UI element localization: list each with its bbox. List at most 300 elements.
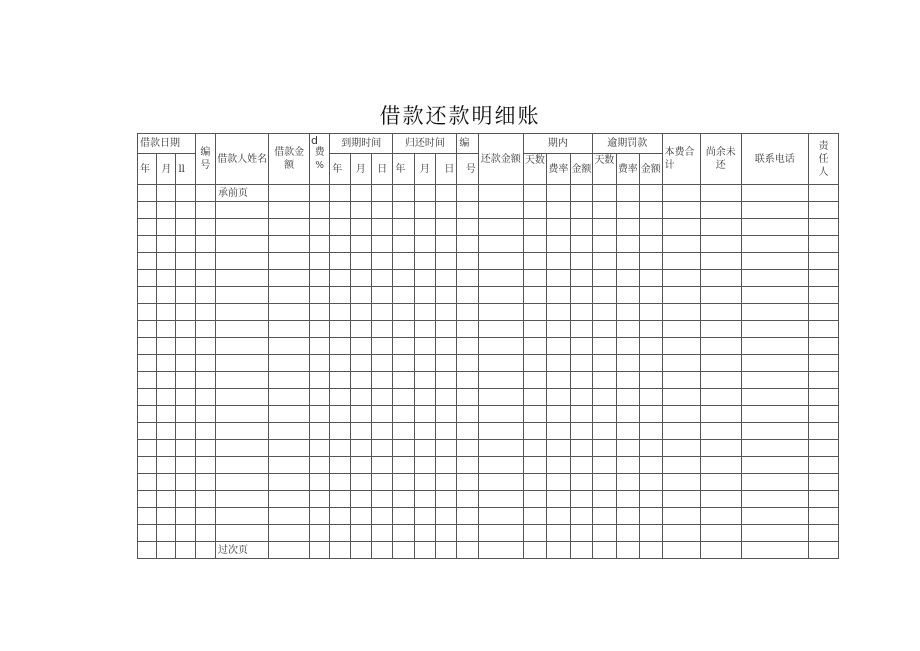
table-cell (309, 321, 329, 338)
table-cell (570, 338, 592, 355)
table-cell (371, 321, 392, 338)
table-cell (640, 542, 662, 559)
table-cell (371, 423, 392, 440)
table-cell (616, 253, 640, 270)
table-cell (570, 253, 592, 270)
table-cell (436, 287, 457, 304)
table-cell (176, 355, 195, 372)
table-cell (195, 508, 215, 525)
table-cell (215, 321, 268, 338)
table-cell (808, 406, 838, 423)
table-cell (138, 185, 157, 202)
table-cell (523, 389, 547, 406)
table-cell (616, 491, 640, 508)
table-cell (570, 355, 592, 372)
table-cell (808, 491, 838, 508)
table-cell (371, 508, 392, 525)
return-day-header: 日 (436, 154, 457, 185)
table-cell (523, 355, 547, 372)
table-cell (570, 185, 592, 202)
table-row (138, 304, 839, 321)
table-cell (741, 440, 808, 457)
table-cell (195, 542, 215, 559)
table-cell (176, 202, 195, 219)
table-cell (393, 304, 414, 321)
table-cell (616, 321, 640, 338)
table-cell (350, 508, 371, 525)
table-cell (808, 185, 838, 202)
table-cell (195, 355, 215, 372)
table-cell (457, 406, 478, 423)
loan-amount-header: 借款金额 (269, 134, 310, 185)
table-cell (215, 202, 268, 219)
in-period-header: 期内 (523, 134, 592, 154)
table-cell (138, 355, 157, 372)
table-cell (662, 542, 700, 559)
table-cell (593, 508, 617, 525)
table-cell (414, 355, 435, 372)
table-cell (593, 542, 617, 559)
table-cell (570, 508, 592, 525)
table-cell (547, 406, 571, 423)
loan-date-header: 借款日期 (138, 134, 196, 154)
table-cell (616, 525, 640, 542)
table-cell (478, 440, 523, 457)
table-cell (523, 508, 547, 525)
table-cell (330, 491, 350, 508)
table-cell (547, 542, 571, 559)
table-cell (309, 423, 329, 440)
table-cell (457, 423, 478, 440)
table-cell (176, 270, 195, 287)
table-cell (523, 338, 547, 355)
table-row (138, 355, 839, 372)
table-cell (808, 287, 838, 304)
table-cell (414, 219, 435, 236)
table-cell (393, 270, 414, 287)
table-cell (350, 219, 371, 236)
loan-month-header: 月 (157, 154, 176, 185)
table-cell (350, 440, 371, 457)
table-cell (371, 474, 392, 491)
table-cell (547, 423, 571, 440)
table-cell (330, 287, 350, 304)
table-cell (350, 185, 371, 202)
table-cell (195, 202, 215, 219)
table-cell (593, 355, 617, 372)
table-cell (330, 474, 350, 491)
table-cell (741, 525, 808, 542)
table-cell (138, 474, 157, 491)
table-cell (350, 474, 371, 491)
table-cell (215, 236, 268, 253)
table-cell (616, 270, 640, 287)
table-cell (741, 185, 808, 202)
table-cell (700, 474, 741, 491)
table-cell (195, 338, 215, 355)
table-cell (478, 491, 523, 508)
table-cell (269, 253, 310, 270)
table-cell (570, 202, 592, 219)
table-cell (547, 270, 571, 287)
table-cell (309, 202, 329, 219)
table-cell (371, 542, 392, 559)
table-cell (523, 287, 547, 304)
table-cell (157, 491, 176, 508)
table-cell (414, 321, 435, 338)
table-cell (457, 491, 478, 508)
table-cell (593, 338, 617, 355)
table-cell (350, 304, 371, 321)
table-cell (547, 457, 571, 474)
table-cell (616, 236, 640, 253)
table-cell (593, 525, 617, 542)
table-cell (457, 219, 478, 236)
table-cell (523, 406, 547, 423)
table-cell (215, 423, 268, 440)
table-cell (547, 372, 571, 389)
table-cell (547, 304, 571, 321)
table-cell (176, 321, 195, 338)
table-cell (157, 219, 176, 236)
table-cell (478, 423, 523, 440)
table-cell (269, 304, 310, 321)
table-cell (269, 287, 310, 304)
table-cell (616, 457, 640, 474)
table-cell (176, 219, 195, 236)
table-cell (414, 202, 435, 219)
table-cell (662, 355, 700, 372)
table-cell (700, 321, 741, 338)
table-cell (547, 525, 571, 542)
table-cell (195, 406, 215, 423)
ledger-body (138, 134, 839, 559)
table-cell (478, 185, 523, 202)
table-cell (662, 525, 700, 542)
table-cell (700, 542, 741, 559)
table-cell (741, 389, 808, 406)
table-cell (350, 457, 371, 474)
table-cell (414, 491, 435, 508)
table-cell (741, 321, 808, 338)
table-cell (414, 287, 435, 304)
table-cell (309, 236, 329, 253)
table-cell (700, 423, 741, 440)
table-cell (662, 372, 700, 389)
table-cell (640, 287, 662, 304)
table-cell (436, 355, 457, 372)
table-cell (215, 491, 268, 508)
table-cell (808, 253, 838, 270)
table-cell (157, 542, 176, 559)
table-cell (414, 372, 435, 389)
table-cell (157, 185, 176, 202)
table-cell (138, 491, 157, 508)
responsible-header: 责任人 (808, 134, 838, 185)
table-cell (547, 508, 571, 525)
table-cell (393, 389, 414, 406)
table-cell (309, 304, 329, 321)
table-cell (436, 474, 457, 491)
table-cell (478, 304, 523, 321)
table-cell (523, 372, 547, 389)
table-cell (700, 287, 741, 304)
table-cell (547, 389, 571, 406)
table-cell (457, 508, 478, 525)
table-cell (393, 491, 414, 508)
table-cell (457, 389, 478, 406)
table-cell (662, 304, 700, 321)
table-cell (269, 219, 310, 236)
table-cell (570, 423, 592, 440)
table-cell (478, 474, 523, 491)
table-cell (808, 457, 838, 474)
table-cell (176, 338, 195, 355)
table-cell (640, 389, 662, 406)
table-cell (350, 236, 371, 253)
table-cell (593, 474, 617, 491)
table-cell (547, 236, 571, 253)
table-cell (741, 202, 808, 219)
table-cell (138, 321, 157, 338)
table-cell (330, 372, 350, 389)
table-cell (350, 491, 371, 508)
table-row (138, 423, 839, 440)
table-cell (269, 423, 310, 440)
table-cell (350, 338, 371, 355)
table-cell (741, 457, 808, 474)
table-cell (215, 338, 268, 355)
table-cell (330, 389, 350, 406)
table-cell (478, 338, 523, 355)
table-cell (436, 219, 457, 236)
table-cell (640, 185, 662, 202)
table-cell (808, 525, 838, 542)
table-cell (393, 542, 414, 559)
table-cell (414, 236, 435, 253)
table-row (138, 457, 839, 474)
table-cell (662, 236, 700, 253)
table-cell (309, 338, 329, 355)
table-cell (700, 236, 741, 253)
table-cell (176, 457, 195, 474)
table-cell (269, 185, 310, 202)
table-cell (393, 525, 414, 542)
table-cell (547, 491, 571, 508)
table-cell (371, 389, 392, 406)
table-cell (478, 253, 523, 270)
table-cell (330, 423, 350, 440)
table-cell (195, 287, 215, 304)
table-cell (195, 457, 215, 474)
table-cell (523, 236, 547, 253)
table-cell (741, 406, 808, 423)
table-cell (570, 219, 592, 236)
fee-rate-label: 费 (314, 146, 325, 158)
table-cell (176, 508, 195, 525)
table-cell (616, 355, 640, 372)
table-cell (700, 457, 741, 474)
table-cell (640, 423, 662, 440)
table-cell (371, 355, 392, 372)
table-cell (593, 440, 617, 457)
table-cell (547, 202, 571, 219)
table-cell (547, 253, 571, 270)
table-cell (616, 338, 640, 355)
table-cell (269, 525, 310, 542)
table-cell (414, 338, 435, 355)
table-cell (436, 491, 457, 508)
table-cell (414, 185, 435, 202)
serial2-bottom: 号 (457, 154, 478, 185)
table-cell (157, 355, 176, 372)
table-cell (808, 321, 838, 338)
table-cell (371, 185, 392, 202)
table-cell (330, 440, 350, 457)
table-cell (157, 423, 176, 440)
table-cell (215, 440, 268, 457)
table-cell (640, 321, 662, 338)
table-cell (616, 287, 640, 304)
table-cell (523, 202, 547, 219)
table-row (138, 236, 839, 253)
table-cell (309, 287, 329, 304)
table-cell (393, 406, 414, 423)
table-cell (457, 542, 478, 559)
table-cell (195, 219, 215, 236)
table-cell (700, 406, 741, 423)
table-cell (808, 304, 838, 321)
table-cell (741, 508, 808, 525)
table-cell (662, 491, 700, 508)
table-cell (808, 219, 838, 236)
table-cell (176, 253, 195, 270)
loan-day-header: ll (176, 154, 195, 185)
table-cell (215, 304, 268, 321)
table-cell (371, 457, 392, 474)
table-cell (309, 491, 329, 508)
table-cell (616, 372, 640, 389)
table-cell (269, 202, 310, 219)
table-cell (808, 542, 838, 559)
table-cell (570, 525, 592, 542)
table-cell (215, 406, 268, 423)
serial-label-b: 号 (200, 160, 211, 171)
table-cell (330, 219, 350, 236)
table-cell (195, 423, 215, 440)
table-cell (570, 304, 592, 321)
table-cell (393, 423, 414, 440)
table-cell (215, 355, 268, 372)
table-cell (269, 474, 310, 491)
table-cell (662, 270, 700, 287)
table-cell (640, 253, 662, 270)
table-cell (195, 372, 215, 389)
outstanding-header: 尚余未还 (700, 134, 741, 185)
od-rate-header: 费率 (616, 154, 640, 185)
table-cell (176, 287, 195, 304)
table-cell (330, 525, 350, 542)
table-cell (616, 389, 640, 406)
table-cell (570, 457, 592, 474)
table-cell (138, 440, 157, 457)
table-cell (176, 372, 195, 389)
table-cell (414, 508, 435, 525)
table-cell (523, 542, 547, 559)
table-cell (414, 389, 435, 406)
table-cell (593, 406, 617, 423)
table-cell (570, 474, 592, 491)
table-cell (414, 525, 435, 542)
table-row (138, 389, 839, 406)
table-row (138, 321, 839, 338)
table-cell (309, 406, 329, 423)
table-cell (157, 202, 176, 219)
table-cell (700, 338, 741, 355)
table-cell (309, 389, 329, 406)
table-cell (215, 287, 268, 304)
table-cell (640, 474, 662, 491)
table-cell (593, 236, 617, 253)
table-cell (662, 508, 700, 525)
table-cell (371, 372, 392, 389)
table-cell (593, 457, 617, 474)
table-cell (700, 253, 741, 270)
table-cell (414, 253, 435, 270)
table-cell (176, 440, 195, 457)
in-days-header: 天数 (523, 154, 547, 185)
table-cell (547, 474, 571, 491)
table-cell (414, 270, 435, 287)
table-cell (593, 202, 617, 219)
table-cell (350, 321, 371, 338)
table-cell (570, 287, 592, 304)
table-cell (808, 270, 838, 287)
table-cell (640, 491, 662, 508)
table-cell (436, 372, 457, 389)
table-cell (350, 372, 371, 389)
table-cell (570, 542, 592, 559)
table-cell (195, 321, 215, 338)
table-cell (157, 406, 176, 423)
table-cell (371, 219, 392, 236)
table-cell (457, 304, 478, 321)
table-cell (195, 491, 215, 508)
table-cell (350, 423, 371, 440)
table-cell (138, 457, 157, 474)
table-cell (478, 457, 523, 474)
table-cell (350, 253, 371, 270)
table-cell (700, 185, 741, 202)
table-cell (457, 525, 478, 542)
table-cell (436, 338, 457, 355)
table-cell (570, 236, 592, 253)
table-cell (457, 253, 478, 270)
table-cell (215, 253, 268, 270)
table-cell (138, 508, 157, 525)
table-cell (478, 219, 523, 236)
table-cell (371, 491, 392, 508)
table-cell (157, 508, 176, 525)
table-cell (457, 321, 478, 338)
table-cell (457, 440, 478, 457)
table-cell (478, 406, 523, 423)
table-cell (436, 270, 457, 287)
table-cell (808, 338, 838, 355)
table-cell (523, 219, 547, 236)
table-cell (593, 304, 617, 321)
table-cell (616, 406, 640, 423)
